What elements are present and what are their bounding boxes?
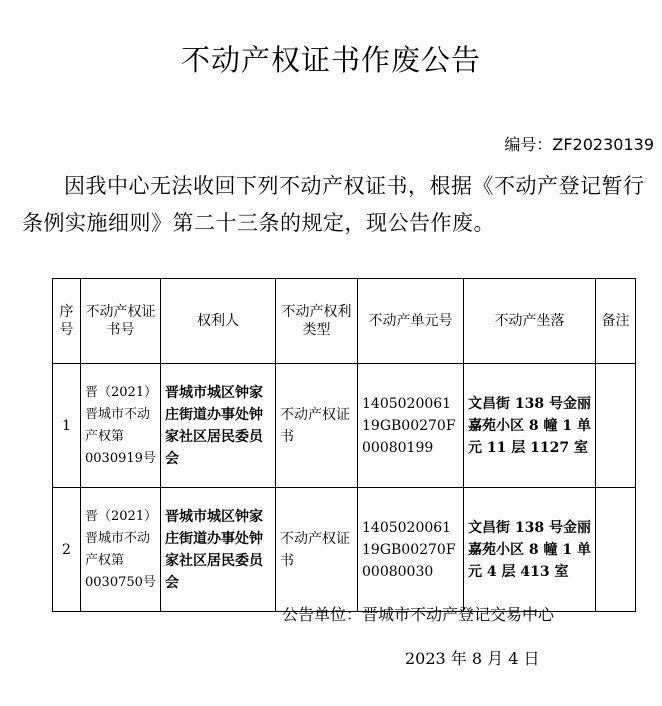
header-unit-no: 不动产单元号 — [358, 279, 464, 364]
row-index: 2 — [53, 488, 81, 612]
certificate-table — [52, 278, 636, 612]
row-unit-no: 140502006119GB00270F00080030 — [358, 488, 464, 612]
table-row — [53, 364, 636, 488]
row-unit-no: 140502006119GB00270F00080199 — [358, 364, 464, 488]
row-remark — [596, 488, 636, 612]
document-number: 编号：ZF20230139 — [504, 135, 654, 154]
table-header-row — [53, 279, 636, 364]
header-index: 序号 — [53, 279, 81, 364]
header-remark: 备注 — [596, 279, 636, 364]
row-right-type: 不动产权证书 — [276, 488, 358, 612]
row-cert-no: 晋（2021）晋城市不动产权第0030750号 — [81, 488, 161, 612]
notice-body: 因我中心无法收回下列不动产权证书，根据《不动产登记暂行条例实施细则》第二十三条的规定，现公告作废。 — [22, 174, 645, 235]
row-right-type: 不动产权证书 — [276, 364, 358, 488]
row-holder: 晋城市城区钟家庄街道办事处钟家社区居民委员会 — [161, 364, 276, 488]
table-row — [53, 488, 636, 612]
row-remark — [596, 364, 636, 488]
issue-date: 2023 年 8 月 4 日 — [405, 649, 540, 668]
row-location: 文昌街 138 号金丽嘉苑小区 8 幢 1 单元 4 层 413 室 — [464, 488, 596, 612]
row-holder: 晋城市城区钟家庄街道办事处钟家社区居民委员会 — [161, 488, 276, 612]
header-cert-no: 不动产权证书号 — [81, 279, 161, 364]
row-location: 文昌街 138 号金丽嘉苑小区 8 幢 1 单元 11 层 1127 室 — [464, 364, 596, 488]
header-holder: 权利人 — [161, 279, 276, 364]
header-location: 不动产坐落 — [464, 279, 596, 364]
row-index: 1 — [53, 364, 81, 488]
header-right-type: 不动产权利类型 — [276, 279, 358, 364]
row-cert-no: 晋（2021）晋城市不动产权第0030919号 — [81, 364, 161, 488]
notice-title: 不动产权证书作废公告 — [180, 43, 481, 77]
issuer: 公告单位：晋城市不动产登记交易中心 — [282, 605, 555, 624]
